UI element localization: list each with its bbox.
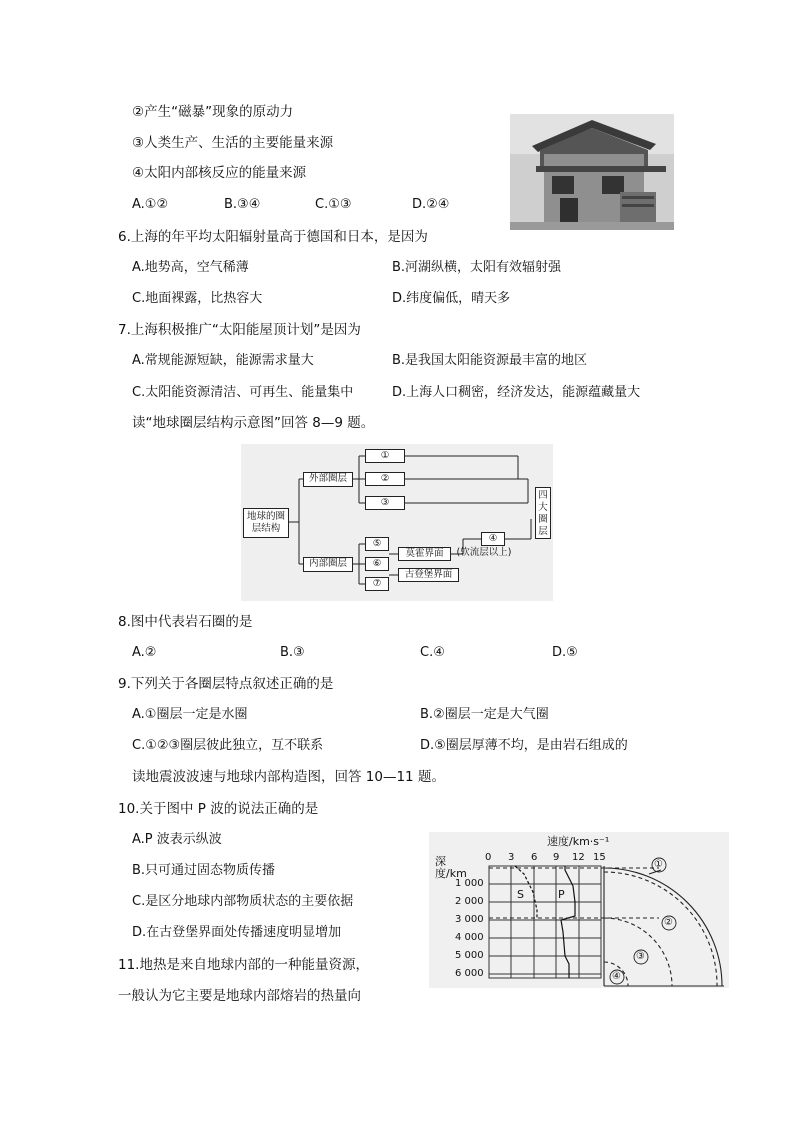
q9-option-c: C.①②③圈层彼此独立，互不联系 [132, 738, 324, 753]
speed-tick-0: 0 [485, 852, 492, 863]
q5-option-d: D.②④ [412, 197, 450, 212]
q8-option-d: D.⑤ [552, 645, 578, 660]
sphere-3-box: ③ [365, 496, 405, 510]
q7-option-c: C.太阳能资源清洁、可再生、能量集中 [132, 385, 354, 400]
q10-option-b: B.只可通过固态物质传播 [132, 863, 276, 878]
house-photo [510, 114, 674, 230]
q6-option-a: A.地势高，空气稀薄 [132, 260, 249, 275]
gutenberg-boundary-label: 古登堡界面 [398, 568, 459, 582]
q9-option-d: D.⑤圈层厚薄不均，是由岩石组成的 [420, 738, 628, 753]
speed-tick-12: 12 [572, 852, 585, 863]
seismic-wave-diagram [429, 832, 729, 988]
q6-option-d: D.纬度偏低，晴天多 [392, 291, 511, 306]
q8-option-a: A.② [132, 645, 157, 660]
speed-axis-label: 速度/km·s⁻¹ [547, 835, 610, 848]
q11-stem-line-2: 一般认为它主要是地球内部熔岩的热量向 [118, 988, 361, 1004]
layer-label-3: ③ [636, 951, 645, 962]
q7-option-b: B.是我国太阳能资源最丰富的地区 [392, 353, 588, 368]
layer-label-4: ④ [612, 971, 621, 982]
q5-option-a: A.①② [132, 197, 169, 212]
asthenosphere-note: (软流层以上) [456, 547, 512, 558]
root-box: 地球的圈层结构 [243, 508, 289, 538]
q7-option-d: D.上海人口稠密，经济发达，能源蕴藏量大 [392, 385, 641, 400]
speed-tick-15: 15 [593, 852, 606, 863]
p-wave-label: P [558, 888, 565, 901]
earth-sphere-diagram [241, 444, 553, 601]
q8-option-b: B.③ [280, 645, 305, 660]
layer-5-box: ⑤ [365, 537, 389, 551]
q8-option-c: C.④ [420, 645, 445, 660]
q5-item-4: ④太阳内部核反应的能量来源 [132, 165, 307, 181]
depth-tick-4000: 4 000 [455, 932, 484, 943]
depth-tick-5000: 5 000 [455, 950, 484, 961]
depth-tick-3000: 3 000 [455, 914, 484, 925]
q7-stem: 7.上海积极推广“太阳能屋顶计划”是因为 [118, 322, 361, 338]
layer-label-1: ① [654, 859, 663, 870]
outer-sphere-box: 外部圈层 [303, 472, 353, 487]
q9-option-b: B.②圈层一定是大气圈 [420, 707, 549, 722]
q6-option-c: C.地面裸露，比热容大 [132, 291, 263, 306]
depth-axis-label: 深度/km [435, 855, 467, 880]
q5-option-b: B.③④ [224, 197, 261, 212]
q10-option-a: A.P 波表示纵波 [132, 832, 222, 847]
layer-label-2: ② [664, 917, 673, 928]
moho-boundary-label: 莫霍界面 [398, 547, 451, 561]
inner-sphere-box: 内部圈层 [303, 557, 353, 572]
sphere-1-box: ① [365, 449, 405, 463]
depth-tick-6000: 6 000 [455, 968, 484, 979]
speed-tick-9: 9 [553, 852, 560, 863]
speed-tick-6: 6 [531, 852, 538, 863]
q10-option-c: C.是区分地球内部物质状态的主要依据 [132, 894, 354, 909]
s-wave-label: S [517, 888, 524, 901]
q7-option-a: A.常规能源短缺，能源需求量大 [132, 353, 314, 368]
q8-stem: 8.图中代表岩石圈的是 [118, 614, 253, 630]
q10-option-d: D.在古登堡界面处传播速度明显增加 [132, 925, 342, 940]
four-spheres-box: 四大圈层 [535, 487, 551, 539]
layer-7-box: ⑦ [365, 577, 389, 591]
sphere-4-box: ④ [481, 532, 505, 546]
q10-stem: 10.关于图中 P 波的说法正确的是 [118, 801, 319, 817]
layer-6-box: ⑥ [365, 557, 389, 571]
q6-option-b: B.河湖纵横，太阳有效辐射强 [392, 260, 562, 275]
q11-stem-line-1: 11.地热是来自地球内部的一种能量资源， [118, 957, 369, 973]
speed-tick-3: 3 [508, 852, 515, 863]
q6-stem: 6.上海的年平均太阳辐射量高于德国和日本，是因为 [118, 229, 428, 245]
depth-tick-1000: 1 000 [455, 878, 484, 889]
q5-item-3: ③人类生产、生活的主要能量来源 [132, 135, 334, 151]
depth-tick-2000: 2 000 [455, 896, 484, 907]
q9-option-a: A.①圈层一定是水圈 [132, 707, 248, 722]
q9-stem: 9.下列关于各圈层特点叙述正确的是 [118, 676, 334, 692]
q5-option-c: C.①③ [315, 197, 352, 212]
q5-item-2: ②产生“磁暴”现象的原动力 [132, 104, 294, 120]
intro-10-11: 读地震波波速与地球内部构造图，回答 10—11 题。 [132, 769, 445, 785]
sphere-2-box: ② [365, 472, 405, 486]
intro-8-9: 读“地球圈层结构示意图”回答 8—9 题。 [132, 415, 375, 431]
